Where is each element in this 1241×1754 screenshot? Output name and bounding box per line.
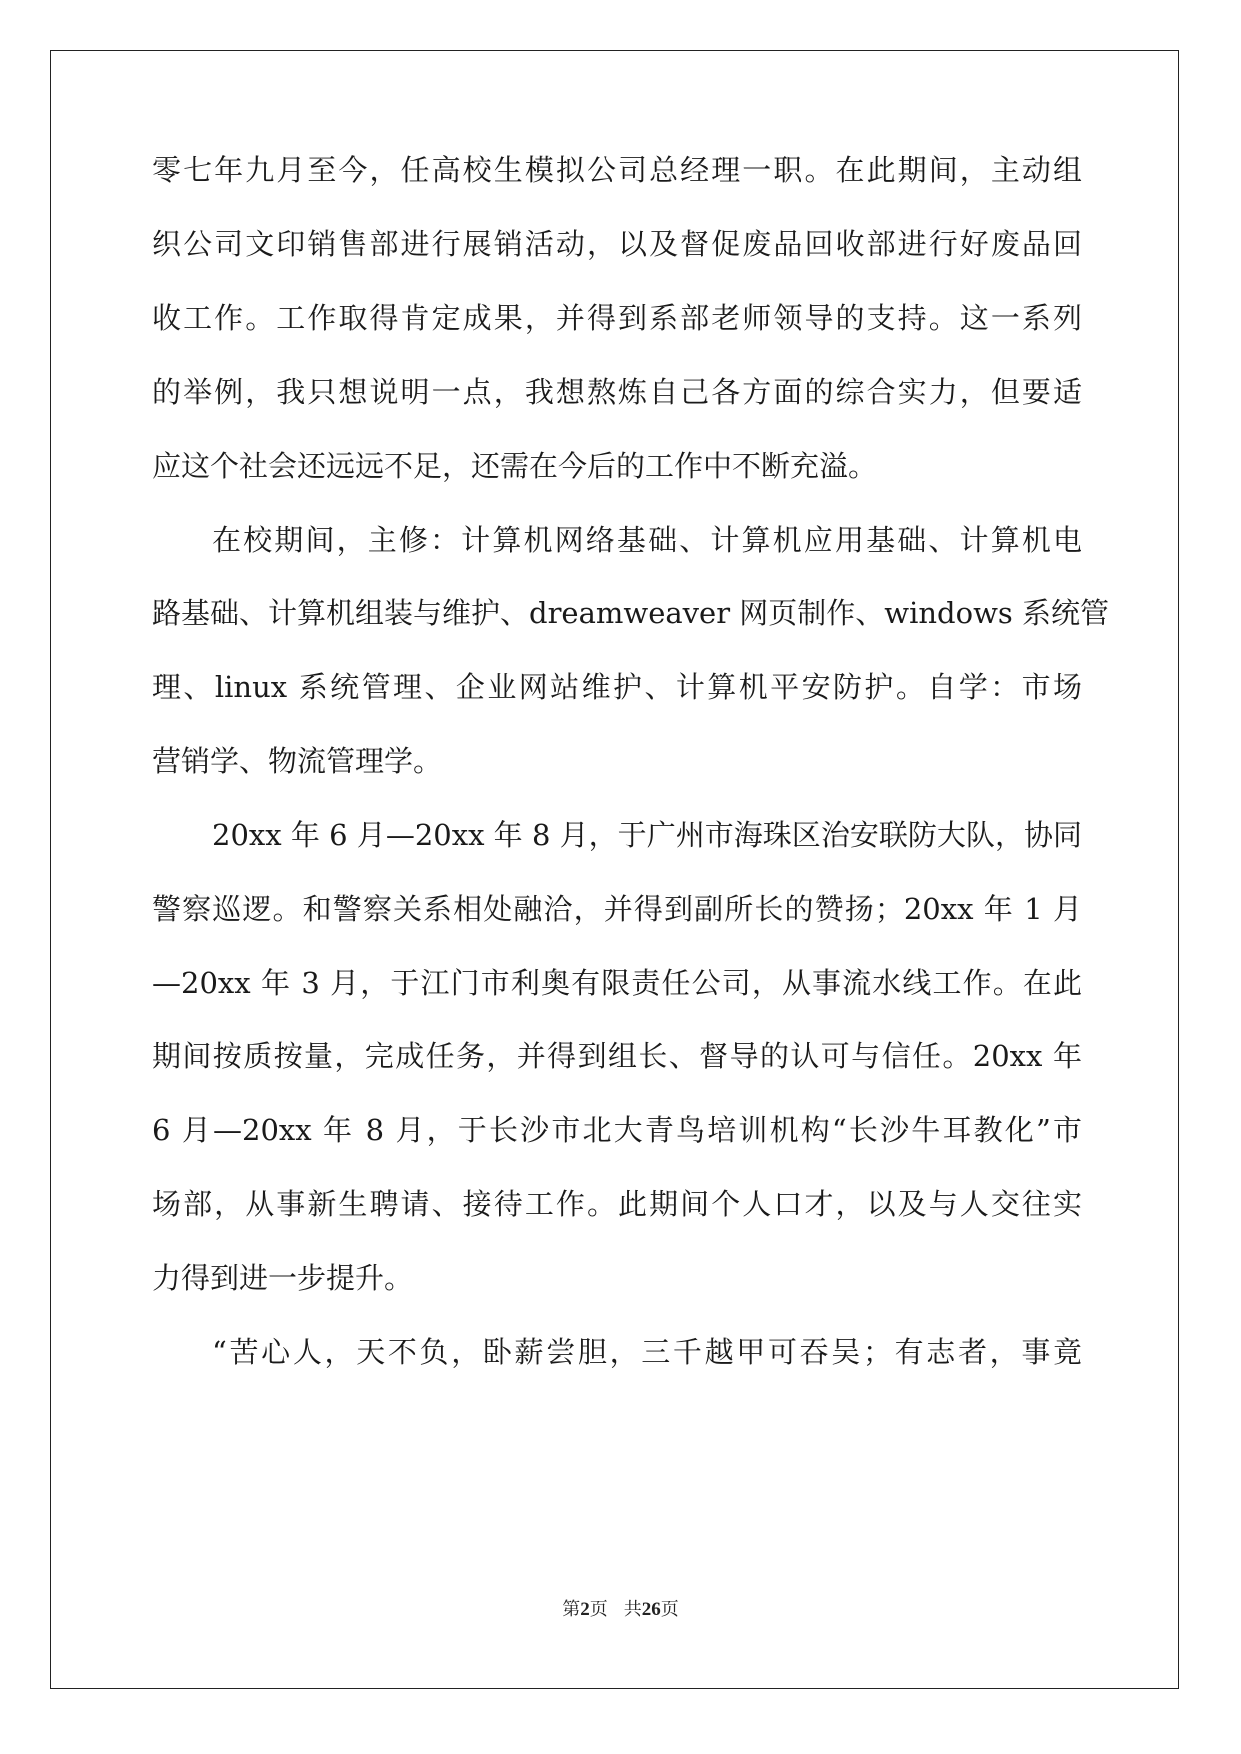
paragraph-line: —20xx 年 3 月，于江门市利奥有限责任公司，从事流水线工作。在此 [152,966,1082,1000]
page-border [50,50,1179,1689]
paragraph-line: 场部，从事新生聘请、接待工作。此期间个人口才，以及与人交往实 [152,1187,1082,1221]
page-footer [0,1595,1241,1621]
paragraph-line: 收工作。工作取得肯定成果，并得到系部老师领导的支持。这一系列 [152,301,1082,335]
paragraph-line: 在校期间，主修：计算机网络基础、计算机应用基础、计算机电 [212,523,1082,557]
paragraph-line: 力得到进一步提升。 [152,1261,414,1295]
total-prefix: 共 [623,1599,642,1619]
paragraph-line: 20xx 年 6 月—20xx 年 8 月，于广州市海珠区治安联防大队，协同 [212,818,1082,852]
page-number: 2 [580,1599,590,1620]
paragraph-line: 的举例，我只想说明一点，我想熬炼自己各方面的综合实力，但要适 [152,375,1082,409]
paragraph-line: “苦心人，天不负，卧薪尝胆，三千越甲可吞吴；有志者，事竟 [212,1335,1082,1369]
paragraph-line: 织公司文印销售部进行展销活动，以及督促废品回收部进行好废品回 [152,227,1082,261]
paragraph-line: 营销学、物流管理学。 [152,744,443,778]
total-pages: 26 [641,1599,661,1620]
page-prefix: 第 [562,1599,581,1619]
paragraph-line: 应这个社会还远远不足，还需在今后的工作中不断充溢。 [152,449,878,483]
page-suffix: 页 [589,1599,608,1619]
total-suffix: 页 [660,1599,679,1619]
paragraph-line: 理、linux 系统管理、企业网站维护、计算机平安防护。自学：市场 [152,670,1082,704]
paragraph-line: 6 月—20xx 年 8 月，于长沙市北大青鸟培训机构“长沙牛耳教化”市 [152,1113,1082,1147]
paragraph-line: 期间按质按量，完成任务，并得到组长、督导的认可与信任。20xx 年 [152,1039,1082,1073]
paragraph-line: 零七年九月至今，任高校生模拟公司总经理一职。在此期间，主动组 [152,153,1082,187]
paragraph-line: 警察巡逻。和警察关系相处融洽，并得到副所长的赞扬；20xx 年 1 月 [152,892,1082,926]
paragraph-line: 路基础、计算机组装与维护、dreamweaver 网页制作、windows 系统管 [152,596,1110,630]
